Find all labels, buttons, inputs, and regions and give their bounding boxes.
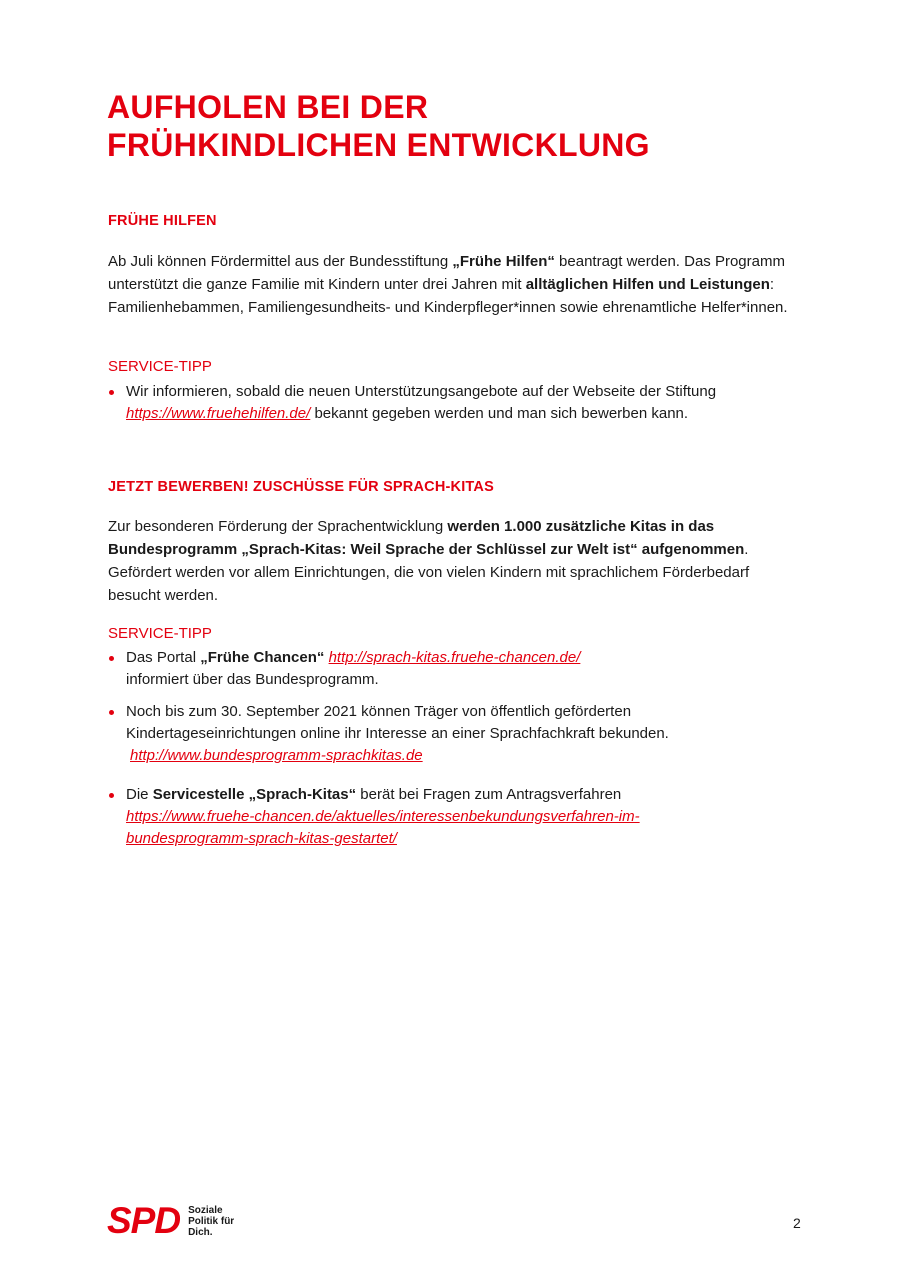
fruehe-chancen-link-part-1[interactable]: https://www.fruehe-chancen.de/aktuelles/interessenbekundungsverfahren-im-: [126, 808, 640, 825]
bullet-before-text: Das Portal: [126, 649, 201, 666]
bullet-after-text: berät bei Fragen zum Antragsverfahren: [356, 786, 622, 803]
service-tip-label-1: SERVICE-TIPP: [108, 358, 212, 375]
bullet-after-text: informiert über das Bundesprogramm.: [126, 671, 379, 688]
bullet-text: Wir informieren, sobald die neuen Unterstützungsangebote auf der Webseite der Stiftung: [126, 383, 717, 400]
section2-p1-bold: werden 1.000 zusätzliche Kitas in das Bundesprogramm „Sprach-Kitas: Weil Sprache der Schlüssel zur Welt ist“ aufgenommen: [108, 518, 745, 558]
bullet-text: Noch bis zum 30. September 2021 können Träger von öffentlich geförderten Kindertageseinrichtungen online ihr Interesse an einer Sprachfachkraft bekunden.: [126, 703, 669, 742]
section1-p1: Ab Juli können Fördermittel aus der Bundesstiftung: [108, 253, 453, 270]
bullet-link-line: [126, 745, 798, 767]
title-line-2: FRÜHKINDLICHEN ENTWICKLUNG: [107, 127, 650, 163]
bullet-icon: [109, 793, 114, 798]
bullet-bold-text: „Frühe Chancen“: [200, 649, 325, 666]
section2-paragraph: [108, 515, 798, 607]
bullet-bold-text: Servicestelle „Sprach-Kitas“: [152, 786, 357, 803]
spd-wordmark: SPD: [107, 1200, 181, 1241]
spd-slogan: [188, 1205, 234, 1238]
fruehe-chancen-link-part-2[interactable]: bundesprogramm-sprach-kitas-gestartet/: [126, 830, 397, 847]
bullet-icon: [109, 390, 114, 395]
section-heading-fruehe-hilfen: FRÜHE HILFEN: [108, 213, 217, 229]
slogan-line-3: Dich.: [188, 1226, 213, 1238]
bullet-link-line-2: [126, 828, 798, 850]
list-item: [108, 784, 798, 850]
section-heading-sprach-kitas: JETZT BEWERBEN! ZUSCHÜSSE FÜR SPRACH-KITAS: [108, 479, 494, 495]
sprach-kitas-portal-link[interactable]: http://sprach-kitas.fruehe-chancen.de/: [328, 649, 581, 666]
bullet-icon: [109, 656, 114, 661]
bullet-after-text: bekannt gegeben werden und man sich bewerben kann.: [310, 405, 689, 422]
fruehehilfen-link[interactable]: https://www.fruehehilfen.de/: [126, 405, 311, 422]
section1-p2-bold: alltäglichen Hilfen und Leistungen: [525, 276, 770, 293]
title-line-1: AUFHOLEN BEI DER: [107, 89, 429, 125]
list-item: [108, 701, 798, 767]
bullet-line-1: [126, 784, 798, 806]
page-number: 2: [793, 1215, 801, 1231]
list-item: [108, 381, 798, 425]
list-item: [108, 647, 798, 691]
slogan-line-1: Soziale: [188, 1204, 223, 1216]
bullet-link-line-1: [126, 806, 798, 828]
section1-p3: : Familienhebammen, Familiengesundheits- und Kinderpfleger*innen sowie ehrenamtliche Helfer*innen.: [108, 276, 788, 316]
slogan-line-2: Politik für: [188, 1215, 235, 1227]
section1-p2: beantragt werden. Das Programm unterstützt die ganze Familie mit Kindern unter drei Jahren mit: [108, 253, 785, 293]
service-tip-label-2: SERVICE-TIPP: [108, 625, 212, 642]
section1-paragraph: [108, 250, 798, 319]
bullet-line-1: [126, 647, 798, 669]
section1-p1-bold: „Frühe Hilfen“: [452, 253, 555, 270]
bullet-line-2: [126, 403, 798, 425]
spd-logo: [107, 1200, 235, 1241]
page-title: [107, 88, 807, 164]
bundesprogramm-link[interactable]: http://www.bundesprogramm-sprachkitas.de: [130, 747, 423, 764]
bullet-icon: [109, 710, 114, 715]
section2-p2: . Gefördert werden vor allem Einrichtungen, die von vielen Kindern mit sprachlichem Förderbedarf besucht werden.: [108, 541, 750, 604]
bullet-before-text: Die: [126, 786, 153, 803]
section2-p1: Zur besonderen Förderung der Sprachentwicklung: [108, 518, 448, 535]
